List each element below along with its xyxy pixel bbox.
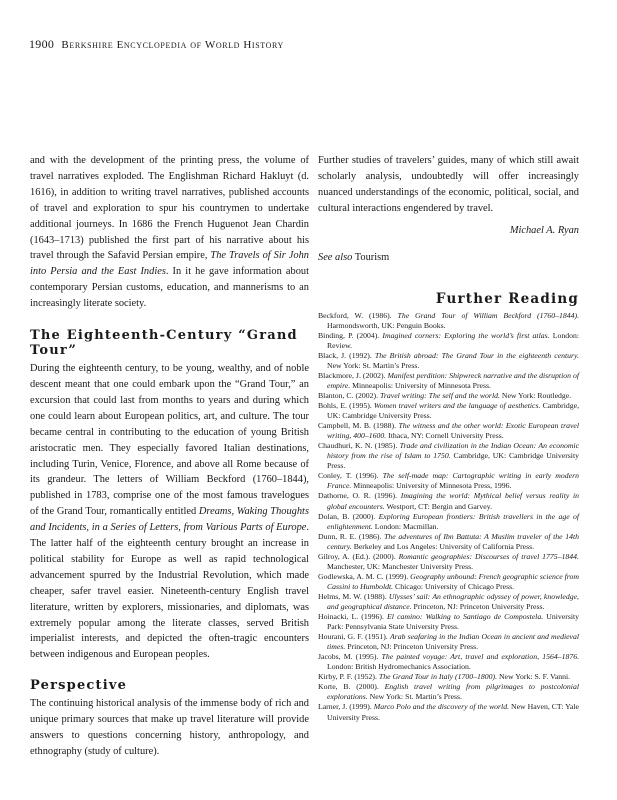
- see-also-label: See also: [318, 251, 353, 263]
- running-title: Berkshire Encyclopedia of World History: [61, 39, 284, 51]
- reference-publisher: Westport, CT: Bergin and Garvey.: [384, 501, 493, 511]
- reference-author: Bohls, E. (1995).: [318, 401, 374, 411]
- reference-author: Dunn, R. E. (1986).: [318, 531, 385, 541]
- reference-publisher: London: Macmillan.: [372, 521, 439, 531]
- section-heading: The Eighteenth-Century “Grand Tour”: [30, 328, 298, 359]
- reference-publisher: New York: St. Martin’s Press.: [367, 692, 462, 702]
- reference-item: [318, 572, 579, 592]
- reference-publisher: Manchester, UK: Manchester University Press.: [327, 561, 474, 571]
- reference-author: Conley, T. (1996).: [318, 471, 383, 481]
- reference-publisher: Cambridge, UK: Cambridge University Press.: [327, 451, 579, 471]
- see-also: [318, 252, 579, 263]
- reference-item: [318, 371, 579, 391]
- reference-author: Jacobs, M. (1995).: [318, 652, 382, 662]
- reference-title: The Grand Tour in Italy (1700–1800).: [378, 672, 498, 682]
- reference-item: [318, 672, 579, 682]
- reference-title: Romantic geographies: Discourses of travel 1775–1844.: [398, 551, 579, 561]
- reference-author: Hoinacki, L. (1996).: [318, 612, 388, 622]
- reference-publisher: Princeton, NJ: Princeton University Press.: [411, 601, 545, 611]
- reference-item: [318, 592, 579, 612]
- reference-publisher: New York: S. F. Vanni.: [497, 672, 571, 682]
- reference-author: Beckford, W. (1986).: [318, 310, 398, 320]
- reference-author: Dolan, B. (2000).: [318, 511, 379, 521]
- reference-author: Godlewska, A. M. C. (1999).: [318, 571, 411, 581]
- reference-item: [318, 421, 579, 441]
- reference-item: [318, 512, 579, 532]
- reference-title: Geography unbound: French geographic science from Cassini to Humboldt.: [327, 571, 580, 591]
- reference-title: The British abroad: The Grand Tour in the eighteenth century.: [374, 350, 579, 360]
- right-column: [318, 153, 579, 723]
- reference-title: English travel writing from pilgrimages to postcolonial explorations.: [327, 682, 579, 702]
- reference-list: [318, 311, 579, 723]
- reference-title: Imagining the world: Mythical belief versus reality in global encounters.: [327, 491, 580, 511]
- reference-item: [318, 311, 579, 331]
- reference-author: Blanton, C. (2002).: [318, 391, 380, 400]
- reference-title: Ulysses’ sail: An ethnographic odyssey of power, knowledge, and geographical distance.: [327, 591, 579, 611]
- reference-author: Campbell, M. B. (1988).: [318, 421, 399, 431]
- reference-publisher: Minneapolis: University of Minnesota Press.: [350, 380, 491, 390]
- reference-title: Women travel writers and the language of aesthetics.: [373, 401, 541, 411]
- book-title: The Travels of Sir John into Persia and the East Indies: [30, 250, 309, 278]
- reference-item: [318, 491, 579, 511]
- reference-item: [318, 702, 579, 722]
- reference-title: Marco Polo and the discovery of the world.: [373, 702, 510, 712]
- reference-item: [318, 351, 579, 371]
- reference-publisher: Minneapolis: University of Minnesota Press, 1996.: [351, 481, 512, 491]
- body-paragraph: Further studies of travelers’ guides, many of which still await scholarly analysis, undoubtedly will offer increasingly nuanced understandings of the economic, political, social, and cultural interactions engendered by travel.: [318, 155, 579, 214]
- page-number: 1900: [29, 37, 55, 51]
- reference-author: Blackmore, J. (2002).: [318, 370, 388, 380]
- reference-publisher: Ithaca, NY: Cornell University Press.: [386, 431, 504, 441]
- reference-item: [318, 331, 579, 351]
- reference-item: [318, 441, 579, 471]
- reference-title: The Grand Tour of William Beckford (1760–1844).: [397, 310, 580, 320]
- reference-author: Korte, B. (2000).: [318, 682, 385, 692]
- reference-title: Exploring European frontiers: British travellers in the age of enlightenment.: [327, 511, 579, 531]
- reference-title: Manifest perdition: Shipwreck narrative and the disruption of empire.: [327, 370, 579, 390]
- reference-author: Chaudhuri, K. N. (1985).: [318, 441, 400, 451]
- reference-title: Travel writing: The self and the world.: [380, 391, 500, 400]
- reference-publisher: Cambridge, UK: Cambridge University Press.: [327, 401, 580, 421]
- reference-author: Kirby, P. F. (1952).: [318, 672, 379, 682]
- reference-item: [318, 552, 579, 572]
- reference-item: [318, 612, 579, 632]
- reference-author: Hourani, G. F. (1951).: [318, 632, 390, 642]
- reference-publisher: Princeton, NJ: Princeton University Press.: [345, 642, 479, 652]
- reference-publisher: New York: Routledge.: [499, 391, 572, 400]
- reference-publisher: University Park: Pennsylvania State University Press.: [327, 612, 580, 632]
- reference-title: The painted voyage: Art, travel and exploration, 1564–1876.: [381, 652, 580, 662]
- reference-item: [318, 391, 579, 401]
- reference-author: Black, J. (1992).: [318, 350, 375, 360]
- reference-author: Larner, J. (1999).: [318, 702, 374, 712]
- reference-publisher: Harmondsworth, UK: Penguin Books.: [327, 320, 446, 330]
- book-title: Dreams, Waking Thoughts and Incidents, in a Series of Letters, from Various Parts of Europe: [30, 506, 309, 534]
- further-reading-heading: Further Reading: [435, 290, 579, 307]
- reference-item: [318, 471, 579, 491]
- reference-item: [318, 632, 579, 652]
- reference-item: [318, 532, 579, 552]
- reference-publisher: Berkeley and Los Angeles: University of California Press.: [351, 541, 535, 551]
- reference-title: El camino: Walking to Santiago de Compostela.: [387, 612, 544, 622]
- reference-item: [318, 652, 579, 672]
- reference-title: Trade and civilization in the Indian Ocean: An economic history from the rise of Islam to 1750.: [327, 441, 580, 461]
- author-signature: Michael A. Ryan: [509, 224, 579, 236]
- reference-author: Helms, M. W. (1988).: [318, 591, 389, 601]
- reference-publisher: London: Review.: [327, 330, 580, 350]
- see-also-link[interactable]: Tourism: [354, 251, 390, 263]
- reference-item: [318, 401, 579, 421]
- reference-title: The adventures of Ibn Battuta: A Muslim traveler of the 14th century.: [327, 531, 579, 551]
- reference-author: Dathorne, O. R. (1996).: [318, 491, 401, 501]
- body-paragraph: and with the development of the printing press, the volume of travel narratives exploded. The Englishman Richard Hakluyt (d. 1616), in addition to writing travel narratives, published accounts of travel and exploration to spur his countrymen to undertake additional journeys. In 1686 the French Huguenot Jean Chardin (1643–1713) published the first part of his narrative about his travel through the Safavid Persian empire, The Travels of Sir John into Persia and the East Indies. In it he gave information about contemporary Persian customs, education, and mannerisms to an increasingly literate society.: [30, 155, 309, 310]
- reference-author: Gilroy, A. (Ed.). (2000).: [318, 551, 399, 561]
- reference-title: The witness and the other world: Exotic European travel writing, 400–1600.: [327, 421, 579, 441]
- reference-title: Imagined corners: Exploring the world’s first atlas.: [382, 330, 550, 340]
- section-heading: Perspective: [30, 678, 128, 694]
- body-paragraph: During the eighteenth century, to be young, wealthy, and of noble descent meant that one could embark upon the “Grand Tour,” an excursion that could last from months to years and during which one could learn about European politics, art, and culture. The tour became central in contributing to the education of young British aristocratic men. They especially favored Italian destinations, including Turin, Venice, Florence, and above all Rome because of its grandeur. The letters of William Beckford (1760–1844), published in 1783, comprise one of the most famous travelogues of the Grand Tour, romantically entitled Dreams, Waking Thoughts and Incidents, in a Series of Letters, from Various Parts of Europe. The latter half of the eighteenth century brought an increase in political stability for Europe as well as rapid technological advancement spurred by the Industrial Revolution, which made cheaper, safer travel easier. Nineteenth-century English travel literature, written by explorers, missionaries, and diplomats, was extremely popular among the literate classes, served British imperialist interests, and depicted the often-tragic encounters between indigenous and European peoples.: [30, 363, 309, 661]
- running-header: [29, 37, 284, 52]
- left-column: [30, 153, 309, 760]
- reference-publisher: New Haven, CT: Yale University Press.: [327, 702, 579, 722]
- reference-author: Binding, P. (2004).: [318, 330, 383, 340]
- reference-publisher: Chicago: University of Chicago Press.: [393, 581, 515, 591]
- body-paragraph: The continuing historical analysis of the immense body of rich and unique primary sources that make up travel literature will provide answers to questions concerning history, anthropology, and ethnography (study of culture).: [30, 698, 309, 757]
- reference-publisher: London: British Hydromechanics Association.: [327, 662, 471, 672]
- reference-publisher: New York: St. Martin’s Press.: [327, 360, 420, 370]
- reference-item: [318, 682, 579, 702]
- reference-title: The self-made map: Cartographic writing in early modern France.: [327, 471, 579, 491]
- reference-title: Arab seafaring in the Indian Ocean in ancient and medieval times.: [327, 632, 580, 652]
